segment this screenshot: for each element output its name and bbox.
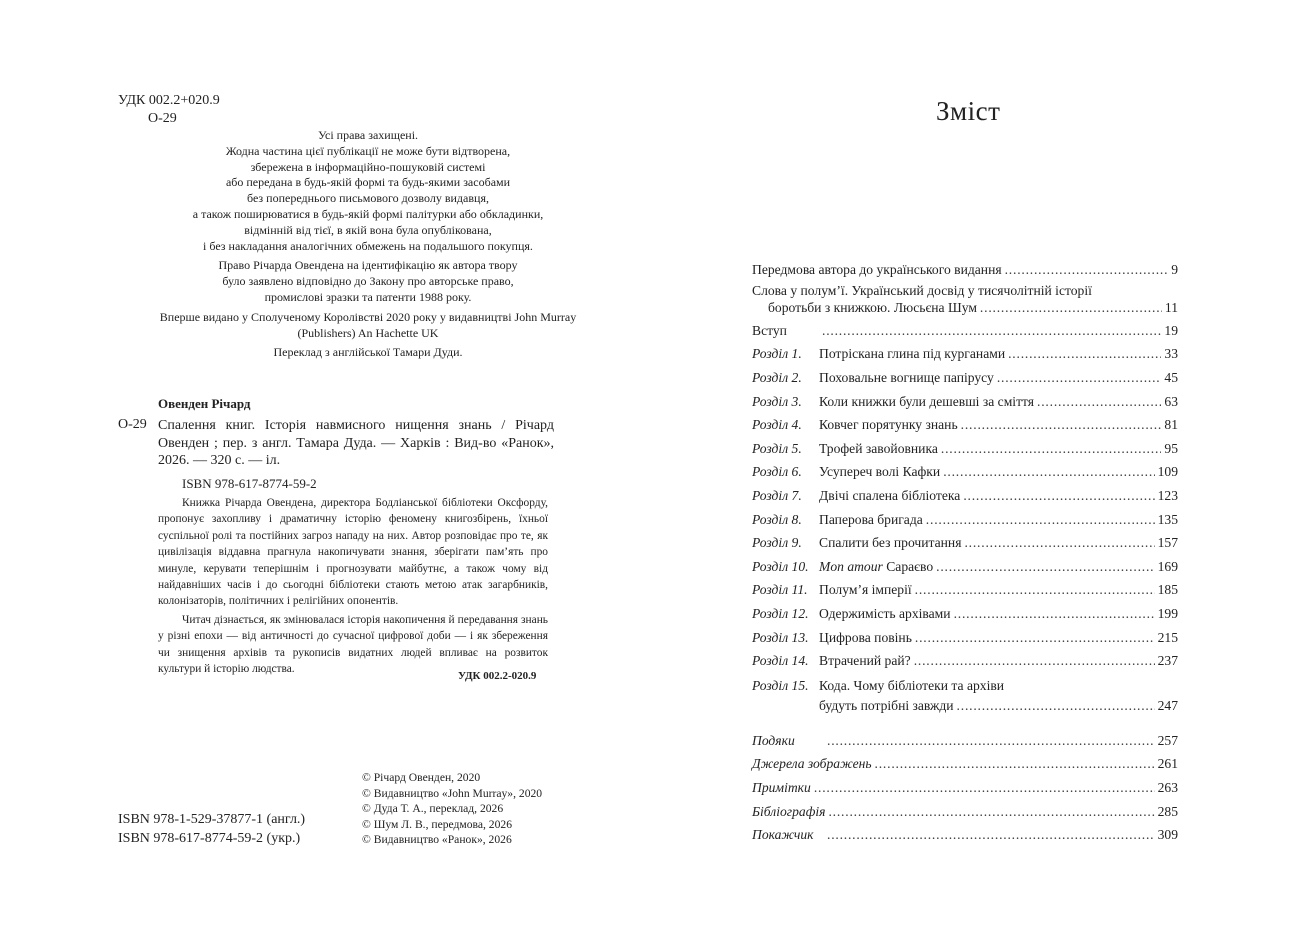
chapter-label: Розділ 7. xyxy=(752,487,802,503)
isbn-ukrainian: ISBN 978-617-8774-59-2 (укр.) xyxy=(118,831,301,846)
toc-entry-chapter-5[interactable] xyxy=(752,437,1178,461)
copyright-list xyxy=(362,770,542,848)
toc-entry-foreword[interactable] xyxy=(752,282,1178,317)
chapter-label: Розділ 8. xyxy=(752,511,802,527)
toc-title: Зміст xyxy=(936,96,1001,126)
toc-entry-chapter-10[interactable] xyxy=(752,555,1178,579)
toc-page-number: 309 xyxy=(1157,827,1178,843)
chapter-title: Поховальне вогнище папірусу xyxy=(819,369,994,385)
chapter-label: Розділ 13. xyxy=(752,629,809,645)
catalog-isbn: ISBN 978-617-8774-59-2 xyxy=(182,476,317,491)
chapter-title: Паперова бригада xyxy=(819,511,923,527)
toc-page-number: 199 xyxy=(1157,605,1178,621)
toc-entry-chapter-3[interactable] xyxy=(752,390,1178,414)
rights-line: або передана в будь-якій формі та будь-якими засобами xyxy=(225,175,511,190)
toc-page-number: 261 xyxy=(1157,756,1178,772)
toc-page-number: 247 xyxy=(1157,698,1178,714)
toc-page-number: 45 xyxy=(1164,369,1178,385)
chapter-label: Розділ 1. xyxy=(752,346,802,362)
dot-leader xyxy=(827,729,1155,753)
toc-entry-intro[interactable] xyxy=(752,319,1178,343)
dot-leader xyxy=(997,366,1162,390)
rights-line: Жодна частина цієї публікації не може бути відтворена, xyxy=(225,143,511,158)
copyright-line: © Шум Л. В., передмова, 2026 xyxy=(362,817,512,831)
chapter-title: Кода. Чому бібліотеки та архіви xyxy=(819,677,1005,693)
dot-leader xyxy=(943,460,1154,484)
toc-page-number: 33 xyxy=(1164,346,1178,362)
copyright-line: © Видавництво «John Murray», 2020 xyxy=(362,786,543,800)
back-matter-label: Джерела зображень xyxy=(752,756,872,772)
chapter-title: Спалити без прочитання xyxy=(819,535,962,551)
dot-leader xyxy=(1037,390,1161,414)
toc-page-number: 237 xyxy=(1157,653,1178,669)
dot-leader xyxy=(980,299,1162,317)
dot-leader xyxy=(914,649,1155,673)
dot-leader xyxy=(828,800,1154,824)
chapter-title: Цифрова повінь xyxy=(819,629,912,645)
chapter-title: Одержимість архівами xyxy=(819,605,951,621)
back-matter-label: Бібліографія xyxy=(752,803,826,819)
annotation-paragraph: Читач дізнається, як змінювалася історія накопичення й передавання знань у різні епохи — від античності до сучасної цифрової доби — і як збереження чи знищення архівів та рукописів видатних людей впливає на розвиток культури й історію людства. xyxy=(158,613,548,676)
toc-page-number: 63 xyxy=(1164,393,1178,409)
isbn-english: ISBN 978-1-529-37877-1 (англ.) xyxy=(118,812,306,827)
section-gap xyxy=(752,717,1178,729)
dot-leader xyxy=(814,776,1155,800)
first-published-line: (Publishers) An Hachette UK xyxy=(297,325,439,340)
toc-entry-label: Вступ xyxy=(752,322,787,338)
dot-leader xyxy=(954,602,1155,626)
chapter-label: Розділ 14. xyxy=(752,653,809,669)
back-matter-label: Примітки xyxy=(752,780,811,796)
toc-page-number: 257 xyxy=(1157,732,1178,748)
chapter-label: Розділ 3. xyxy=(752,393,802,409)
toc-page-number: 169 xyxy=(1157,558,1178,574)
rights-line: без попереднього письмового дозволу видавця, xyxy=(247,191,489,206)
catalog-code-top: О-29 xyxy=(148,111,177,126)
dot-leader xyxy=(926,508,1155,532)
toc-page-number: 19 xyxy=(1164,322,1178,338)
chapter-title-cont: будуть потрібні завжди xyxy=(819,698,954,714)
toc-entry-chapter-8[interactable] xyxy=(752,508,1178,532)
toc-entry-title-cont: боротьби з книжкою. Люсьєна Шум xyxy=(768,300,977,316)
catalog-author: Овенден Річард xyxy=(158,396,251,411)
annotation xyxy=(158,495,548,679)
dot-leader xyxy=(875,752,1155,776)
rights-line: а також поширюватися в будь-якій формі палітурки або обкладинки, xyxy=(192,206,544,221)
catalog-code: О-29 xyxy=(118,417,147,432)
toc-entry-chapter-13[interactable] xyxy=(752,626,1178,650)
toc-entry-chapter-11[interactable] xyxy=(752,578,1178,602)
toc-page-number: 185 xyxy=(1157,582,1178,598)
udk-header xyxy=(118,92,220,128)
toc-entry-chapter-7[interactable] xyxy=(752,484,1178,508)
toc-page-number: 95 xyxy=(1164,440,1178,456)
translation-credit: Переклад з англійської Тамари Дуди. xyxy=(273,345,463,360)
table-of-contents xyxy=(752,258,1178,847)
isbn-list xyxy=(118,810,305,848)
chapter-title: Коли книжки були дешевші за сміття xyxy=(819,393,1035,409)
chapter-title: Втрачений рай? xyxy=(819,653,911,669)
toc-entry-chapter-4[interactable] xyxy=(752,413,1178,437)
toc-page-number: 109 xyxy=(1157,464,1178,480)
toc-entry-chapter-1[interactable] xyxy=(752,342,1178,366)
chapter-label: Розділ 4. xyxy=(752,417,802,433)
dot-leader xyxy=(1008,342,1161,366)
rights-line: збережена в інформаційно-пошуковій системі xyxy=(250,159,486,174)
toc-page-number: 157 xyxy=(1157,535,1178,551)
toc-entry-chapter-2[interactable] xyxy=(752,366,1178,390)
toc-entry-bibliography[interactable] xyxy=(752,800,1178,824)
toc-page-number: 215 xyxy=(1157,629,1178,645)
toc-entry-title: Передмова автора до українського видання xyxy=(752,262,1002,277)
toc-entry-notes[interactable] xyxy=(752,776,1178,800)
chapter-title: Трофей завойовника xyxy=(819,440,938,456)
chapter-label: Розділ 11. xyxy=(752,582,808,598)
catalog-entry: Спалення книг. Історія навмисного нищення знань / Річард Овенден ; пер. з англ. Тамара Дуда. — Харків : Вид-во «Ранок», 2026. — 320 с. — іл. xyxy=(158,418,554,469)
dot-leader xyxy=(822,319,1161,343)
copyright-line: © Річард Овенден, 2020 xyxy=(362,771,481,784)
rights-line: відмінній від тієї, в якій вона була опублікована, xyxy=(244,222,492,237)
chapter-label: Розділ 5. xyxy=(752,440,802,456)
toc-entry-image-sources[interactable] xyxy=(752,752,1178,776)
toc-entry-chapter-9[interactable] xyxy=(752,531,1178,555)
toc-entry-index[interactable] xyxy=(752,823,1178,847)
chapter-label: Розділ 10. xyxy=(752,558,809,574)
toc-page-number: 11 xyxy=(1164,300,1178,316)
author-rights-line: Право Річарда Овендена на ідентифікацію як автора твору xyxy=(218,258,518,273)
toc-page-number: 123 xyxy=(1157,487,1178,503)
chapter-label: Розділ 15. xyxy=(752,677,809,693)
toc-page-number: 81 xyxy=(1164,417,1178,433)
chapter-title: Ковчег порятунку знань xyxy=(819,417,958,433)
toc-entry-chapter-14[interactable] xyxy=(752,649,1178,673)
author-rights-line: було заявлено відповідно до Закону про авторське право, xyxy=(222,274,514,289)
chapter-title: Двічі спалена бібліотека xyxy=(819,487,961,503)
dot-leader xyxy=(957,697,1155,715)
toc-entry-chapter-6[interactable] xyxy=(752,460,1178,484)
chapter-label: Розділ 12. xyxy=(752,605,809,621)
chapter-title-italic: Mon amour xyxy=(819,558,883,574)
toc-entry-preface[interactable] xyxy=(752,258,1178,282)
chapter-label: Розділ 9. xyxy=(752,535,802,551)
dot-leader xyxy=(964,531,1154,555)
rights-notice xyxy=(118,128,618,365)
dot-leader xyxy=(915,626,1155,650)
dot-leader xyxy=(941,437,1162,461)
rights-line: Усі права захищені. xyxy=(317,128,419,142)
chapter-label: Розділ 6. xyxy=(752,464,802,480)
author-rights-line: промислові зразки та патенти 1988 року. xyxy=(264,289,472,304)
toc-entry-title: Слова у полум’ї. Український досвід у тисячолітній історії xyxy=(752,282,1092,298)
toc-page-number: 135 xyxy=(1157,511,1178,527)
dot-leader xyxy=(961,413,1162,437)
chapter-title: Потріскана глина під курганами xyxy=(819,346,1006,362)
toc-page-number: 9 xyxy=(1171,262,1178,277)
chapter-title: Полум’я імперії xyxy=(819,582,912,598)
back-matter-label: Покажчик xyxy=(752,827,814,843)
copyright-line: © Видавництво «Ранок», 2026 xyxy=(362,833,512,847)
annotation-paragraph: Книжка Річарда Овендена, директора Бодліанської бібліотеки Оксфорду, пропонує захопливу і драматичну історію феномену книгозбірень, їхньої суспільної ролі та постійних загроз нападу на них. Автор розповідає про те, як цивілізація віддавна прагнула накопичувати знання, зберігати пам’ять про минуле, керувати теперішнім і прогнозувати майбутнє, а також чому від найдавніших часів і до сьогодні бібліотеки стають метою атак загарбників, колонізаторів, політичних і релігійних опонентів. xyxy=(158,497,548,608)
dot-leader xyxy=(827,823,1155,847)
toc-entry-chapter-12[interactable] xyxy=(752,602,1178,626)
chapter-label: Розділ 2. xyxy=(752,369,802,385)
back-matter-label: Подяки xyxy=(752,732,795,748)
dot-leader xyxy=(936,555,1154,579)
udk-footer: УДК 002.2-020.9 xyxy=(458,670,537,682)
chapter-title-rest: Сараєво xyxy=(882,558,934,574)
chapter-title: Усупереч волі Кафки xyxy=(819,464,941,480)
first-published-line: Вперше видано у Сполученому Королівстві 2020 року у видавництві John Murray xyxy=(159,309,577,324)
toc-entry-chapter-15[interactable] xyxy=(752,677,1178,715)
rights-line: і без накладання аналогічних обмежень на подальшого покупця. xyxy=(203,238,533,253)
toc-page-number: 263 xyxy=(1157,780,1178,796)
dot-leader xyxy=(1005,258,1169,282)
dot-leader xyxy=(915,578,1155,602)
toc-page-number: 285 xyxy=(1157,803,1178,819)
udk-code: УДК 002.2+020.9 xyxy=(118,93,220,108)
chapter-title xyxy=(819,555,933,579)
toc-entry-acknowledgements[interactable] xyxy=(752,729,1178,753)
copyright-line: © Дуда Т. А., переклад, 2026 xyxy=(362,802,504,816)
dot-leader xyxy=(963,484,1154,508)
